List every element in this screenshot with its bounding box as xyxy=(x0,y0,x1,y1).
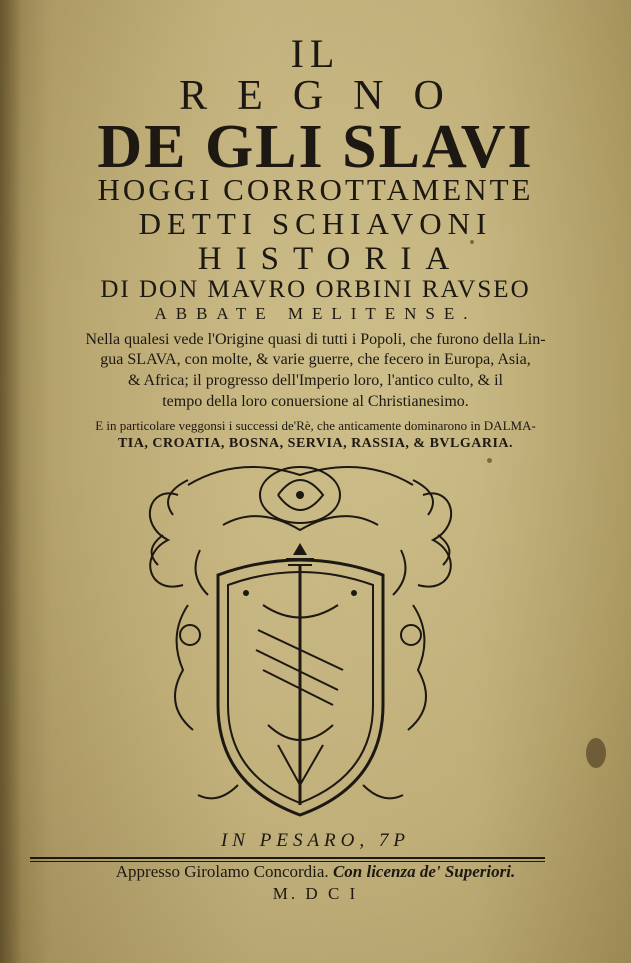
title-slavi: DE GLI SLAVI xyxy=(97,113,534,181)
particular-line: TIA, CROATIA, BOSNA, SERVIA, RASSIA, & BVLGARIA. xyxy=(117,436,514,451)
description-line: Nella qualesi vede l'Origine quasi di tutti i Popoli, che furono della Lin- xyxy=(85,331,546,348)
title-il: IL xyxy=(290,31,341,76)
imprint-motto: IN PESARO, 7P xyxy=(220,830,410,851)
subtitle-hoggi: HOGGI CORROTTAMENTE xyxy=(97,172,534,207)
title-regno: REGNO xyxy=(179,73,474,119)
description-line: tempo della loro conuersione al Christianesimo. xyxy=(162,393,469,410)
author-title: ABBATE MELITENSE. xyxy=(154,304,477,323)
rule-line xyxy=(30,857,545,859)
ink-speck xyxy=(487,458,492,463)
imprint-printer: Appresso Girolamo Concordia. xyxy=(115,862,329,881)
author-line: DI DON MAVRO ORBINI RAVSEO xyxy=(100,276,531,303)
particular-line: E in particolare veggonsi i successi de'Rè, che anticamente dominarono in DALMA- xyxy=(95,418,536,433)
description-line: gua SLAVA, con molte, & varie guerre, che fecero in Europa, Asia, xyxy=(100,351,531,368)
imprint-license: Con licenza de' Superiori. xyxy=(332,862,516,881)
ink-stain xyxy=(586,738,606,768)
imprint-year: M. D C I xyxy=(272,884,359,903)
imprint-line xyxy=(0,862,631,882)
printer-device-emblem xyxy=(128,455,473,830)
subtitle-detti: DETTI SCHIAVONI xyxy=(138,206,493,241)
subtitle-historia: HISTORIA xyxy=(197,241,464,277)
description-line: & Africa; il progresso dell'Imperio loro, l'antico culto, & il xyxy=(127,372,503,389)
